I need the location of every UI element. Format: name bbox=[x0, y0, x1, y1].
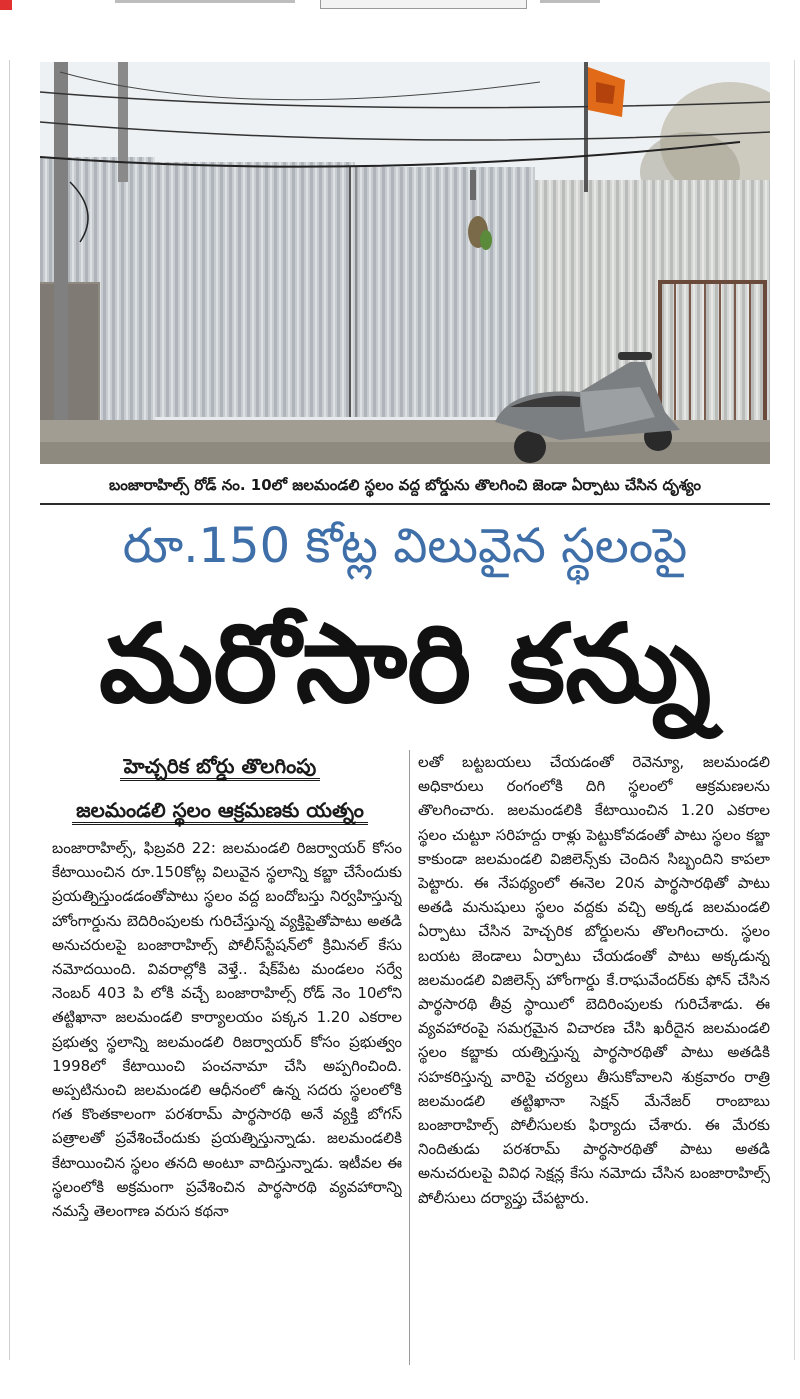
subheading-1 bbox=[40, 748, 400, 784]
main-headline: మరోసారి కన్ను bbox=[99, 602, 711, 727]
column-divider bbox=[409, 750, 410, 1365]
cropped-text-fragment-2 bbox=[540, 0, 600, 3]
subheading-2-text: జలమండలి స్థలం ఆక్రమణకు యత్నం bbox=[72, 798, 368, 825]
article-body-column-2: లతో బట్టబయలు చేయడంతో రెవెన్యూ, జలమండలి అధికారులు రంగంలోకి దిగి స్థలంలో ఆక్రమణలను తొలగించారు. జలమండలికి కేటాయించిన 1.20 ఎకరాల స్థలం చుట్టూ సరిహద్దు రాళ్లు పెట్టుకోవడంతో పాటు స్థలం కబ్జా కాకుండా జలమండలి విజిలెన్స్‌కు చెందిన సిబ్బందిని కాపలా పెట్టారు. ఈ నేపథ్యంలో ఈనెల 20న పార్థసారథితో పాటు అతడి మనుషులు స్థలం వద్దకు వచ్చి అక్కడ జలమండలి ఏర్పాటు చేసిన హెచ్చరిక బోర్డులను తొలగించారు. స్థలం బయట జెండాలు ఏర్పాటు చేయడంతో పాటు అక్కడున్న జలమండలి విజిలెన్స్ హోంగార్డు కే.రాఘవేందర్‌కు ఫోన్ చేసిన పార్థసారథి తీవ్ర స్థాయిలో బెదిరింపులకు గురిచేశాడు. ఈ వ్యవహారంపై సమగ్రమైన విచారణ చేసి ఖరీదైన జలమండలి స్థలం కబ్జాకు యత్నిస్తున్న పార్థసారథితో పాటు అతడికి సహకరిస్తున్న వారిపై చర్యలు తీసుకోవాలని శుక్రవారం రాత్రి జలమండలి తట్టిఖానా సెక్షన్ మేనేజర్ రాంబాబు బంజారాహిల్స్ పోలీసులకు ఫిర్యాదు చేశారు. ఈ మేరకు నిందితుడు పరశరామ్ పార్థసారథితో పాటు అతడి అనుచరులపై వివిధ సెక్షన్ల కేసు నమోదు చేసిన బంజారాహిల్స్ పోలీసులు దర్యాప్తు చేపట్టారు. bbox=[418, 753, 770, 1207]
news-photo-fenced-land bbox=[40, 62, 770, 464]
red-corner-mark bbox=[0, 0, 12, 10]
photo-caption: బంజారాహిల్స్ రోడ్ నం. 10లో జలమండలి స్థలం వద్ద బోర్డును తొలగించి జెండా ఏర్పాటు చేసిన దృశ్యం bbox=[109, 476, 701, 494]
article-body-column-1: బంజారాహిల్స్, ఫిబ్రవరి 22: జలమండలి రిజర్వాయర్ కోసం కేటాయించిన రూ.150కోట్ల విలువైన స్థలాన్ని కబ్జా చేసేందుకు ప్రయత్నిస్తుండడంతోపాటు స్థలం వద్ద బందోబస్తు నిర్వహిస్తున్న హోంగార్డును బెదిరింపులకు గురిచేస్తున్న వ్యక్తిపైతోపాటు అతడి అనుచరులపై బంజారాహిల్స్ పోలీస్‌స్టేషన్‌లో క్రిమినల్ కేసు నమోదయింది. వివరాల్లోకి వెళ్తే.. షేక్‌పేట మండలం సర్వే నెంబర్ 403 పి లోకి వచ్చే బంజారాహిల్స్ రోడ్ నెం 10లోని తట్టిఖానా జలమండలి కార్యాలయం పక్కన 1.20 ఎకరాల ప్రభుత్వ స్థలాన్ని జలమండలి రిజర్వాయర్ కోసం ప్రభుత్వం 1998లో కేటాయించి పంచనామా చేసి అప్పగించింది. అప్పటినుంచి జలమండలి ఆధీనంలో ఉన్న సదరు స్థలంలోకి గత కొంతకాలంగా పరశరామ్ పార్థసారథి అనే వ్యక్తి బోగస్ పత్రాలతో ప్రవేశించేందుకు ప్రయత్నిస్తున్నాడు. జలమండలికి కేటాయించిన స్థలం తనది అంటూ వాదిస్తున్నాడు. ఇటీవల ఈ స్థలంలోకి అక్రమంగా ప్రవేశించిన పార్థసారథి వ్యవహారాన్ని నమస్తే తెలంగాణ వరుస కథనా bbox=[52, 839, 402, 1221]
top-page-strip bbox=[0, 0, 800, 12]
caption-divider bbox=[40, 503, 770, 505]
subheading-2 bbox=[40, 792, 400, 828]
kicker-headline: రూ.150 కోట్ల విలువైన స్థలంపై bbox=[122, 518, 688, 574]
right-margin-rule bbox=[794, 60, 795, 1360]
left-margin-rule bbox=[9, 60, 10, 1360]
cropped-text-fragment bbox=[115, 0, 295, 3]
photo-illustration bbox=[40, 62, 770, 464]
subheading-1-text: హెచ్చరిక బోర్డు తొలగింపు bbox=[120, 754, 320, 781]
cropped-box-fragment bbox=[320, 0, 527, 9]
